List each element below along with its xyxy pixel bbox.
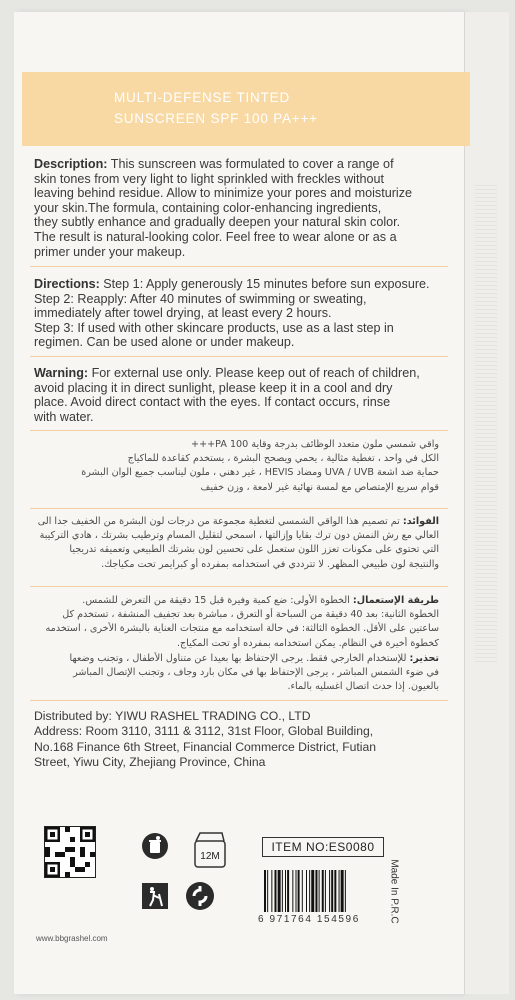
- pao-jar-icon: [192, 827, 228, 878]
- warning-label: Warning:: [34, 366, 89, 380]
- description-block: [34, 157, 439, 259]
- barcode-bar: [298, 870, 300, 912]
- divider: [30, 508, 448, 509]
- barcode-bar: [325, 870, 326, 912]
- barcode-bar: [311, 870, 314, 912]
- barcode-bar: [292, 870, 293, 912]
- barcode-bar: [345, 870, 346, 912]
- warning-line: place. Avoid direct contact with the eyes. If contact occurs, rinse: [34, 395, 391, 410]
- barcode-bar: [331, 870, 333, 912]
- arabic-line: التي تحتوي على مكونات تعزز اللون ستعمل على تحسين لون بشرتك الطبيعي وتعميقه تدريجيا: [69, 544, 439, 556]
- made-in-label: Made In P.R.C: [388, 859, 400, 924]
- description-line: This sunscreen was formulated to cover a range of: [110, 157, 394, 171]
- arabic-usage-label: طريقة الإستعمال:: [352, 595, 439, 606]
- barcode-bar: [334, 870, 336, 912]
- arabic-line: قوام سريع الإمتصاص مع لمسة نهائية غير لامعة ، وزن خفيف: [200, 481, 439, 493]
- arabic-benefits-label: الفوائد:: [402, 516, 439, 527]
- barcode-bar: [309, 870, 310, 912]
- arabic-usage: [34, 594, 439, 651]
- directions-block: [34, 277, 439, 350]
- description-line: The result is natural-looking color. Feel free to wear alone or as a: [34, 229, 397, 244]
- barcode-bar: [264, 870, 266, 912]
- arabic-line: الكل في واحد ، تغطية مثالية ، يحمي ويصحح البشرة ، يستخدم كقاعدة للماكياج: [127, 453, 439, 465]
- product-title-banner: [22, 72, 470, 146]
- arabic-line: تم تصميم هذا الواقي الشمسي لتغطية مجموعة من درجات لون البشرة من الخفيف جدا الى: [37, 516, 400, 527]
- arabic-benefits: [34, 515, 439, 572]
- address-line: Street, Yiwu City, Zhejiang Province, China: [34, 754, 266, 769]
- barcode-bar: [278, 870, 281, 912]
- item-number: ITEM NO:ES0080: [262, 837, 384, 857]
- directions-line: regimen. Can be used alone or under makeup.: [34, 335, 295, 350]
- barcode-bar: [319, 870, 320, 912]
- qr-code: [44, 826, 96, 878]
- arabic-line: الخطوة الثانية: بعد 40 دقيقة من السباحة أو التعرق ، مباشرة بعد تجفيف المنشفة ، تستخدم كل: [62, 609, 439, 621]
- arabic-line: والنتيجة لون طبيعي المظهر. لا تترددي في استخدامه بمفرده أو كبرايمر تحت مكياجك.: [101, 558, 439, 570]
- arabic-line: الخطوة الأولى: ضع كمية وفيرة قبل 15 دقيقة من التعرض للشمس.: [82, 595, 350, 606]
- arabic-line: ساعتين على الأقل. الخطوة الثالثة: في حالة استخدامه مع منتجات العناية بالبشرة الأخرى ، استخدمه: [45, 623, 439, 635]
- description-line: your skin.The formula, containing color-enhancing ingredients,: [34, 200, 382, 215]
- arabic-line: واقي شمسي ملون متعدد الوظائف بدرجة وقاية PA 100+++: [191, 439, 439, 450]
- barcode: [264, 870, 380, 912]
- barcode-bar: [329, 870, 330, 912]
- directions-line: immediately after towel drying, at least every 2 hours.: [34, 306, 332, 321]
- description-line: primer under your makeup.: [34, 244, 186, 259]
- barcode-bar: [322, 870, 324, 912]
- tidyman-icon: [141, 882, 169, 915]
- barcode-bar: [271, 870, 272, 912]
- description-line: leaving behind residue. Allow to minimize your pores and moisturize: [34, 186, 413, 201]
- arabic-line: للإستخدام الخارجي فقط. يرجى الإحتفاظ بها بعيدا عن متناول الأطفال ، وتجنب وضعها: [69, 653, 407, 664]
- pao-label: 12M: [200, 851, 220, 862]
- directions-line: Step 1: Apply generously 15 minutes before sun exposure.: [103, 277, 430, 291]
- arabic-intro: [34, 438, 439, 495]
- arabic-line: في ضوء الشمس المباشر ، يرجى الإحتفاظ بها في مكان بارد وجاف ، وتجنب الإتصال المباشر: [73, 667, 439, 679]
- barcode-bar: [267, 870, 268, 912]
- distributor-line: Distributed by: YIWU RASHEL TRADING CO., LTD: [34, 709, 311, 723]
- trash-bin-icon: [141, 832, 169, 865]
- barcode-bar: [275, 870, 277, 912]
- divider: [30, 266, 448, 267]
- arabic-warning-label: تحذير:: [409, 653, 439, 664]
- description-line: they subtly enhance and gradually deepen your natural skin color.: [34, 215, 401, 230]
- warning-block: [34, 366, 439, 424]
- directions-line: Step 2: Reapply: After 40 minutes of swimming or sweating,: [34, 291, 367, 306]
- barcode-bar: [282, 870, 283, 912]
- warning-line: with water.: [34, 409, 94, 424]
- address-line: No.168 Finance 6th Street, Financial Commerce District, Futian: [34, 739, 377, 754]
- arabic-line: بالعيون. إذا حدث اتصال اغسليه بالماء.: [287, 681, 439, 693]
- address-line: Address: Room 3110, 3111 & 3112, 31st Floor, Global Building,: [34, 724, 374, 739]
- divider: [30, 700, 448, 701]
- barcode-bar: [287, 870, 289, 912]
- website-url: www.bbgrashel.com: [36, 934, 108, 943]
- directions-line: Step 3: If used with other skincare products, use as a last step in: [34, 320, 394, 335]
- barcode-bar: [302, 870, 303, 912]
- barcode-bar: [339, 870, 340, 912]
- warning-line: For external use only. Please keep out of reach of children,: [91, 366, 420, 380]
- arabic-line: حماية ضد اشعة UVA / UVB ومضاد HEVIS ، غير دهني ، ملون ليناسب جميع الوان البشرة: [81, 467, 439, 479]
- barcode-bar: [296, 870, 297, 912]
- description-label: Description:: [34, 157, 108, 171]
- arabic-line: كخطوة أخيرة في النظام. يمكن استخدامه بمفرده أو تحت المكياج.: [176, 637, 439, 649]
- barcode-bar: [306, 870, 307, 912]
- directions-label: Directions:: [34, 277, 100, 291]
- warning-line: avoid placing it in direct sunlight, please keep it in a cool and dry: [34, 380, 393, 395]
- arabic-line: العالي مع رش النمش دون ترك بقايا وإزالتها ، اسمحي لتقليل المسام وترطيب بشرتك ، هادي التركيبة: [39, 530, 439, 542]
- title-line-1: MULTI-DEFENSE TINTED: [114, 90, 291, 105]
- divider: [30, 586, 448, 587]
- arabic-warning: [34, 652, 439, 695]
- box-side-panel: [464, 12, 509, 994]
- title-line-2: SUNSCREEN SPF 100 PA+++: [114, 111, 318, 126]
- side-texture: [475, 182, 497, 662]
- distributor-info: [34, 709, 434, 770]
- barcode-digits: 6 971764 154596: [258, 914, 360, 925]
- green-dot-icon: [184, 876, 216, 917]
- description-line: skin tones from very light to light sprinkled with freckles without: [34, 171, 384, 186]
- divider: [30, 430, 448, 431]
- barcode-bar: [315, 870, 317, 912]
- made-in: [384, 838, 398, 946]
- barcode-bar: [341, 870, 344, 912]
- barcode-bar: [285, 870, 286, 912]
- divider: [30, 356, 448, 357]
